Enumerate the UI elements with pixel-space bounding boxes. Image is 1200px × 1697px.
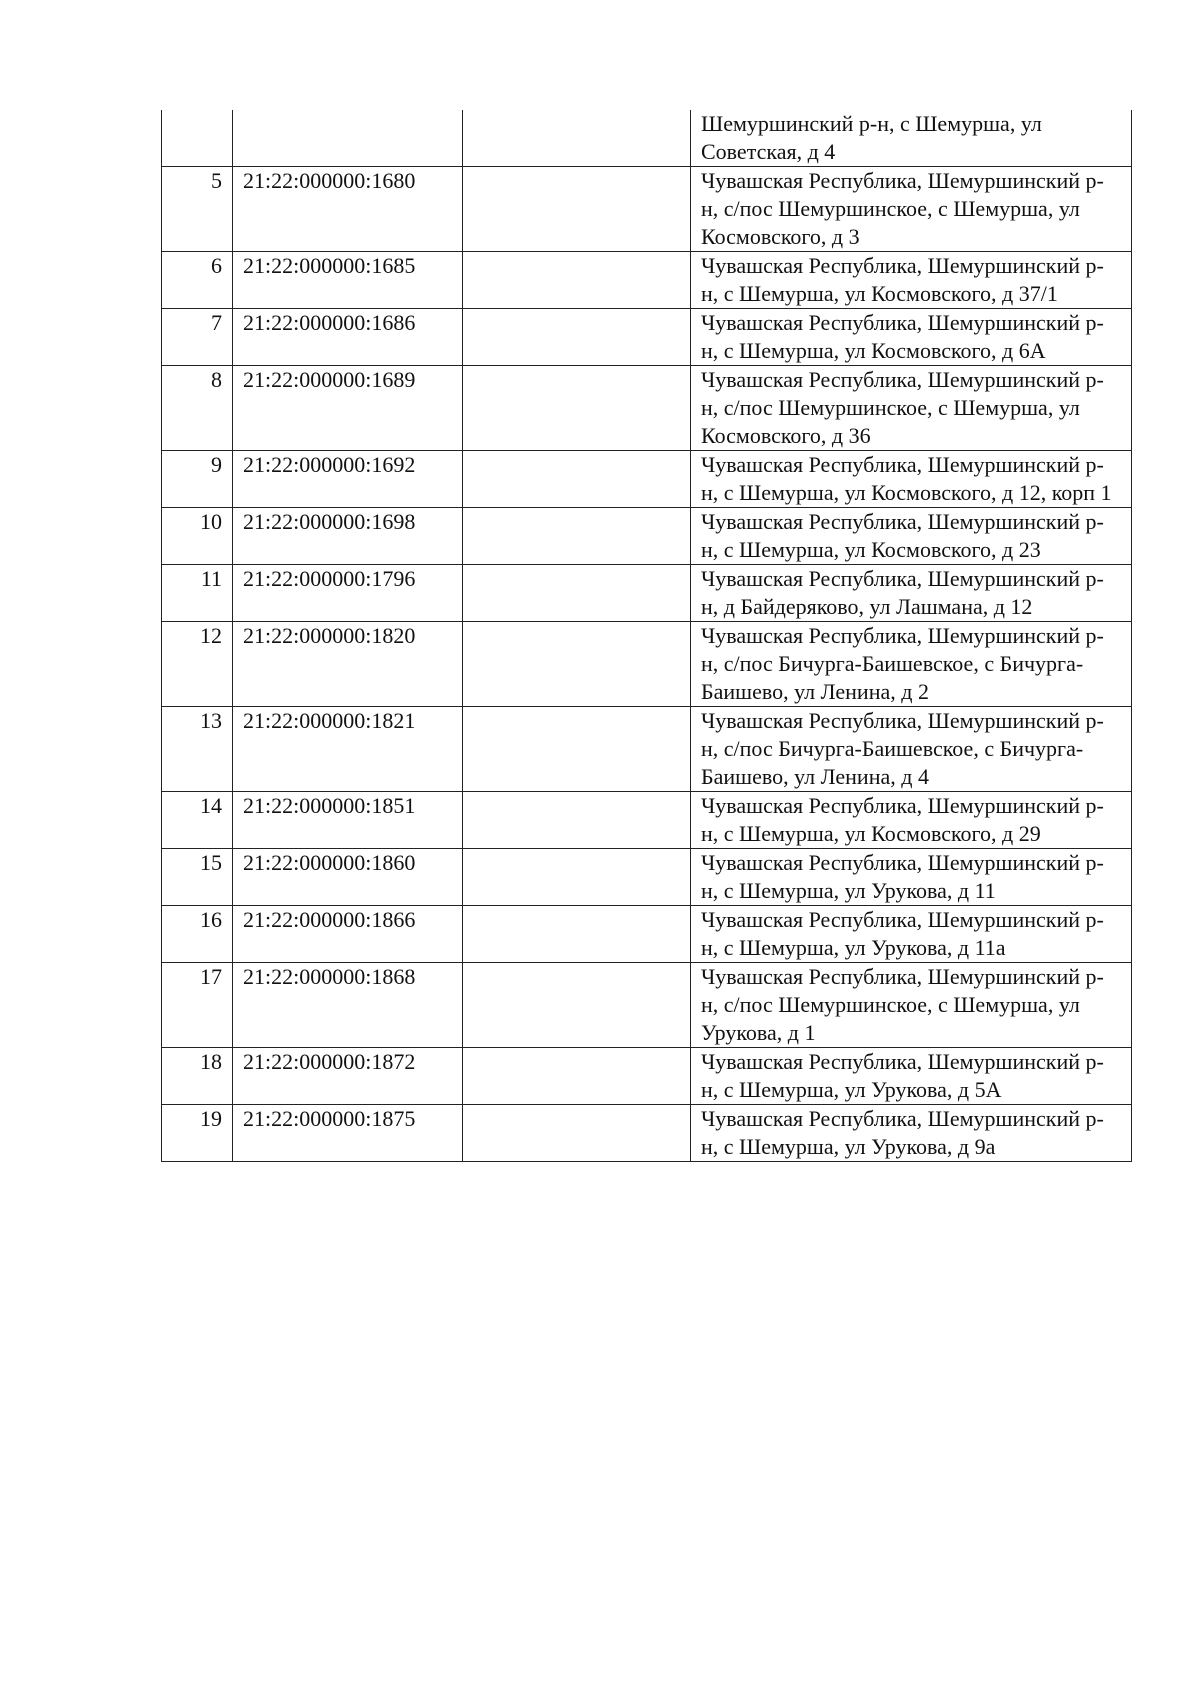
- table-row: [162, 1105, 1132, 1162]
- cadastral-number-cell: 21:22:000000:1820: [233, 622, 463, 707]
- row-number-cell: 12: [162, 622, 233, 707]
- empty-cell: [463, 1048, 691, 1105]
- empty-cell: [463, 963, 691, 1048]
- row-number-cell: 7: [162, 309, 233, 366]
- cadastral-number-cell: 21:22:000000:1860: [233, 849, 463, 906]
- address-cell: Чувашская Республика, Шемуршинский р-н, д Байдеряково, ул Лашмана, д 12: [691, 565, 1132, 622]
- address-cell: Чувашская Республика, Шемуршинский р-н, с Шемурша, ул Космовского, д 23: [691, 508, 1132, 565]
- row-number-cell: 16: [162, 906, 233, 963]
- empty-cell: [463, 707, 691, 792]
- cadastral-number-cell: 21:22:000000:1866: [233, 906, 463, 963]
- empty-cell: [463, 451, 691, 508]
- table-row: [162, 963, 1132, 1048]
- cadastral-number-cell: 21:22:000000:1686: [233, 309, 463, 366]
- cadastral-number-cell: 21:22:000000:1692: [233, 451, 463, 508]
- address-cell: Чувашская Республика, Шемуршинский р-н, с Шемурша, ул Космовского, д 29: [691, 792, 1132, 849]
- row-number-cell: [162, 110, 233, 167]
- cadastral-number-cell: 21:22:000000:1875: [233, 1105, 463, 1162]
- address-cell: Чувашская Республика, Шемуршинский р-н, с Шемурша, ул Космовского, д 12, корп 1: [691, 451, 1132, 508]
- row-number-cell: 19: [162, 1105, 233, 1162]
- empty-cell: [463, 622, 691, 707]
- cadastral-number-cell: 21:22:000000:1680: [233, 167, 463, 252]
- empty-cell: [463, 167, 691, 252]
- address-cell: Чувашская Республика, Шемуршинский р-н, с Шемурша, ул Космовского, д 37/1: [691, 252, 1132, 309]
- empty-cell: [463, 792, 691, 849]
- table-row: [162, 906, 1132, 963]
- cadastral-number-cell: 21:22:000000:1698: [233, 508, 463, 565]
- row-number-cell: 9: [162, 451, 233, 508]
- address-cell: Шемуршинский р-н, с Шемурша, ул Советская, д 4: [691, 110, 1132, 167]
- row-number-cell: 8: [162, 366, 233, 451]
- row-number-cell: 13: [162, 707, 233, 792]
- row-number-cell: 11: [162, 565, 233, 622]
- empty-cell: [463, 110, 691, 167]
- address-cell: Чувашская Республика, Шемуршинский р-н, с Шемурша, ул Урукова, д 11а: [691, 906, 1132, 963]
- address-cell: Чувашская Республика, Шемуршинский р-н, с Шемурша, ул Урукова, д 9а: [691, 1105, 1132, 1162]
- empty-cell: [463, 565, 691, 622]
- table-row: [162, 252, 1132, 309]
- cadastral-number-cell: 21:22:000000:1821: [233, 707, 463, 792]
- table-row: [162, 508, 1132, 565]
- table-row: [162, 366, 1132, 451]
- property-table: [161, 110, 1132, 1162]
- empty-cell: [463, 906, 691, 963]
- empty-cell: [463, 309, 691, 366]
- row-number-cell: 6: [162, 252, 233, 309]
- cadastral-number-cell: 21:22:000000:1868: [233, 963, 463, 1048]
- empty-cell: [463, 252, 691, 309]
- row-number-cell: 17: [162, 963, 233, 1048]
- table-row: [162, 565, 1132, 622]
- address-cell: Чувашская Республика, Шемуршинский р-н, с Шемурша, ул Урукова, д 11: [691, 849, 1132, 906]
- table-row: [162, 451, 1132, 508]
- row-number-cell: 15: [162, 849, 233, 906]
- table-row: [162, 849, 1132, 906]
- empty-cell: [463, 508, 691, 565]
- empty-cell: [463, 849, 691, 906]
- table-row: [162, 622, 1132, 707]
- address-cell: Чувашская Республика, Шемуршинский р-н, с/пос Шемуршинское, с Шемурша, ул Космовского, д 36: [691, 366, 1132, 451]
- row-number-cell: 10: [162, 508, 233, 565]
- table-row: [162, 707, 1132, 792]
- empty-cell: [463, 1105, 691, 1162]
- table-row: [162, 309, 1132, 366]
- cadastral-number-cell: 21:22:000000:1872: [233, 1048, 463, 1105]
- address-cell: Чувашская Республика, Шемуршинский р-н, с Шемурша, ул Космовского, д 6А: [691, 309, 1132, 366]
- row-number-cell: 5: [162, 167, 233, 252]
- cadastral-number-cell: 21:22:000000:1851: [233, 792, 463, 849]
- address-cell: Чувашская Республика, Шемуршинский р-н, с Шемурша, ул Урукова, д 5А: [691, 1048, 1132, 1105]
- table-row: [162, 792, 1132, 849]
- table-row: [162, 110, 1132, 167]
- table-row: [162, 1048, 1132, 1105]
- row-number-cell: 18: [162, 1048, 233, 1105]
- address-cell: Чувашская Республика, Шемуршинский р-н, с/пос Бичурга-Баишевское, с Бичурга-Баишево, ул Ленина, д 4: [691, 707, 1132, 792]
- row-number-cell: 14: [162, 792, 233, 849]
- cadastral-number-cell: [233, 110, 463, 167]
- cadastral-number-cell: 21:22:000000:1685: [233, 252, 463, 309]
- address-cell: Чувашская Республика, Шемуршинский р-н, с/пос Шемуршинское, с Шемурша, ул Космовского, д 3: [691, 167, 1132, 252]
- address-cell: Чувашская Республика, Шемуршинский р-н, с/пос Бичурга-Баишевское, с Бичурга-Баишево, ул Ленина, д 2: [691, 622, 1132, 707]
- address-cell: Чувашская Республика, Шемуршинский р-н, с/пос Шемуршинское, с Шемурша, ул Урукова, д 1: [691, 963, 1132, 1048]
- table-row: [162, 167, 1132, 252]
- empty-cell: [463, 366, 691, 451]
- cadastral-number-cell: 21:22:000000:1689: [233, 366, 463, 451]
- cadastral-number-cell: 21:22:000000:1796: [233, 565, 463, 622]
